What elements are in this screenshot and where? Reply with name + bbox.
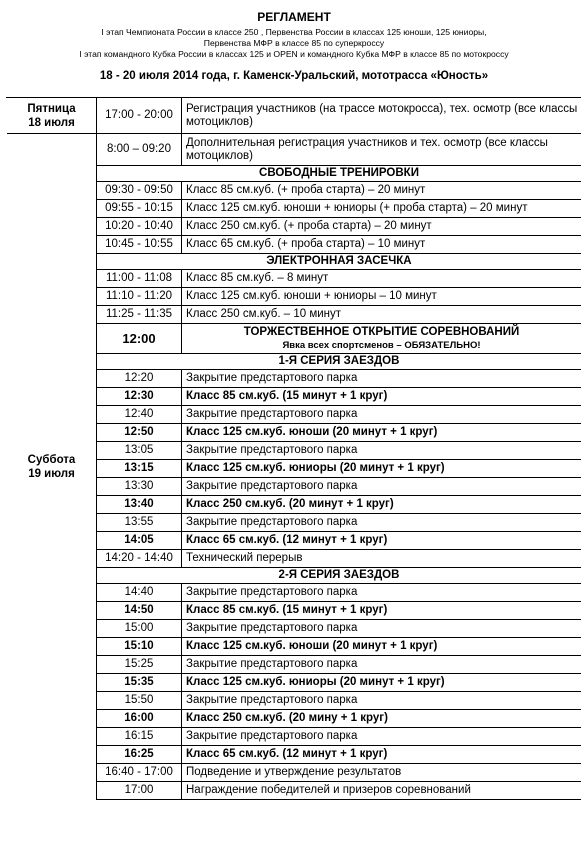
schedule-row — [97, 200, 581, 218]
description-cell: Класс 250 см.куб. – 10 минут — [186, 308, 342, 320]
time-cell: 13:55 — [97, 514, 182, 531]
schedule-row — [97, 288, 581, 306]
schedule-row — [97, 424, 581, 442]
section-title: 1-Я СЕРИЯ ЗАЕЗДОВ — [278, 355, 400, 367]
time-cell: 13:40 — [97, 496, 182, 513]
section-title: 2-Я СЕРИЯ ЗАЕЗДОВ — [278, 569, 400, 581]
event-line-2: Первенства МФР в классе 85 по суперкроссу — [203, 38, 385, 48]
description-cell: Закрытие предстартового парка — [186, 408, 358, 420]
time-cell: 15:25 — [97, 656, 182, 673]
schedule-row — [97, 388, 581, 406]
description-cell: Класс 125 см.куб. юниоры (20 минут + 1 круг) — [186, 676, 445, 688]
description-cell: Закрытие предстартового парка — [186, 586, 358, 598]
description-cell: Класс 125 см.куб. юноши + юниоры – 10 минут — [186, 290, 437, 302]
schedule-row — [97, 134, 581, 166]
description-cell: Закрытие предстартового парка — [186, 480, 358, 492]
time-cell: 16:15 — [97, 728, 182, 745]
section-title: ЭЛЕКТРОННАЯ ЗАСЕЧКА — [266, 255, 412, 267]
description-cell: Закрытие предстартового парка — [186, 694, 358, 706]
schedule-table — [6, 97, 581, 796]
description-cell: Класс 65 см.куб. (+ проба старта) – 10 минут — [186, 238, 426, 250]
time-cell: 14:50 — [97, 602, 182, 619]
description-cell: Награждение победителей и призеров соревнований — [186, 784, 471, 796]
time-cell: 11:10 - 11:20 — [97, 288, 182, 305]
schedule-row — [97, 746, 581, 764]
time-cell: 11:00 - 11:08 — [97, 270, 182, 287]
day-cell-friday: Пятница 18 июля — [7, 98, 96, 134]
schedule-row — [97, 324, 581, 354]
description-cell: Технический перерыв — [186, 552, 303, 564]
schedule-row — [97, 692, 581, 710]
time-cell: 15:00 — [97, 620, 182, 637]
schedule-row — [97, 532, 581, 550]
section-header — [97, 354, 581, 370]
section-header — [97, 254, 581, 270]
time-cell: 16:00 — [97, 710, 182, 727]
description-cell — [182, 324, 581, 353]
document-title: РЕГЛАМЕНТ — [257, 10, 331, 24]
time-cell: 13:30 — [97, 478, 182, 495]
time-cell: 14:05 — [97, 532, 182, 549]
section-header — [97, 166, 581, 182]
time-cell: 15:10 — [97, 638, 182, 655]
schedule-row — [97, 406, 581, 424]
description-cell: Закрытие предстартового парка — [186, 622, 358, 634]
schedule-row — [97, 710, 581, 728]
schedule-row — [97, 442, 581, 460]
time-cell: 8:00 – 09:20 — [97, 134, 182, 165]
time-cell: 12:50 — [97, 424, 182, 441]
description-cell: Класс 65 см.куб. (12 минут + 1 круг) — [186, 534, 388, 546]
schedule-row — [97, 370, 581, 388]
description-cell: Подведение и утверждение результатов — [186, 766, 402, 778]
time-cell: 09:30 - 09:50 — [97, 182, 182, 199]
schedule-row — [97, 496, 581, 514]
time-cell: 12:20 — [97, 370, 182, 387]
time-cell: 14:20 - 14:40 — [97, 550, 182, 567]
description-cell: Класс 85 см.куб. (15 минут + 1 круг) — [186, 390, 388, 402]
schedule-row — [97, 674, 581, 692]
description-cell: Закрытие предстартового парка — [186, 730, 358, 742]
day-cell-saturday: Суббота 19 июля — [27, 454, 76, 480]
time-cell: 17:00 - 20:00 — [97, 98, 182, 133]
description-cell: Класс 250 см.куб. (+ проба старта) – 20 минут — [186, 220, 432, 232]
description-sub: Явка всех спортсменов – ОБЯЗАТЕЛЬНО! — [282, 339, 481, 351]
time-cell: 15:50 — [97, 692, 182, 709]
schedule-row — [97, 236, 581, 254]
time-cell: 09:55 - 10:15 — [97, 200, 182, 217]
time-cell: 10:45 - 10:55 — [97, 236, 182, 253]
schedule-rows — [96, 98, 581, 800]
time-cell: 12:30 — [97, 388, 182, 405]
time-cell: 16:40 - 17:00 — [97, 764, 182, 781]
time-cell: 15:35 — [97, 674, 182, 691]
description-cell: Закрытие предстартового парка — [186, 372, 358, 384]
schedule-row — [97, 550, 581, 568]
schedule-row — [97, 218, 581, 236]
schedule-row — [97, 182, 581, 200]
schedule-row — [97, 638, 581, 656]
time-cell: 17:00 — [97, 782, 182, 799]
schedule-row — [97, 728, 581, 746]
date-location-line: 18 - 20 июля 2014 года, г. Каменск-Уральский, мототрасса «Юность» — [99, 70, 489, 82]
time-cell: 13:15 — [97, 460, 182, 477]
schedule-row — [97, 782, 581, 800]
description-cell: Закрытие предстартового парка — [186, 658, 358, 670]
description-cell: Класс 85 см.куб. (+ проба старта) – 20 минут — [186, 184, 426, 196]
schedule-row — [97, 478, 581, 496]
schedule-row — [97, 306, 581, 324]
time-cell: 12:40 — [97, 406, 182, 423]
description-cell: Класс 125 см.куб. юноши (20 минут + 1 круг) — [186, 640, 438, 652]
schedule-row — [97, 764, 581, 782]
description-cell: Закрытие предстартового парка — [186, 516, 358, 528]
schedule-row — [97, 620, 581, 638]
description-cell: Класс 85 см.куб. (15 минут + 1 круг) — [186, 604, 388, 616]
schedule-row — [97, 514, 581, 532]
time-cell: 10:20 - 10:40 — [97, 218, 182, 235]
event-line-1: I этап Чемпионата России в классе 250 , Первенства России в классах 125 юноши, 125 юниоры, — [101, 27, 487, 37]
schedule-row — [97, 602, 581, 620]
time-cell: 13:05 — [97, 442, 182, 459]
time-cell: 16:25 — [97, 746, 182, 763]
description-cell: Класс 85 см.куб. – 8 минут — [186, 272, 329, 284]
schedule-row — [97, 584, 581, 602]
schedule-row — [97, 460, 581, 478]
description-cell: Класс 125 см.куб. юноши (20 минут + 1 круг) — [186, 426, 438, 438]
description-cell: Класс 250 см.куб. (20 минут + 1 круг) — [186, 498, 394, 510]
time-cell: 12:00 — [97, 324, 182, 353]
description-cell: Дополнительная регистрация участников и тех. осмотр (все классы мотоциклов) — [186, 136, 548, 162]
description-cell: Класс 125 см.куб. юниоры (20 минут + 1 круг) — [186, 462, 445, 474]
description-cell: Класс 125 см.куб. юноши + юниоры (+ проба старта) – 20 минут — [186, 202, 528, 214]
description-cell: Регистрация участников (на трассе мотокросса), тех. осмотр (все классы мотоциклов) — [186, 102, 578, 128]
description-cell: Класс 250 см.куб. (20 мину + 1 круг) — [186, 712, 388, 724]
event-line-3: I этап командного Кубка России в классах 125 и OPEN и командного Кубка МФР в классе 85 по мотокроссу — [79, 49, 509, 59]
section-title: СВОБОДНЫЕ ТРЕНИРОВКИ — [259, 167, 419, 179]
description-cell: Закрытие предстартового парка — [186, 444, 358, 456]
time-cell: 14:40 — [97, 584, 182, 601]
time-cell: 11:25 - 11:35 — [97, 306, 182, 323]
schedule-row — [97, 656, 581, 674]
section-header — [97, 568, 581, 584]
description-main: ТОРЖЕСТВЕННОЕ ОТКРЫТИЕ СОРЕВНОВАНИЙ — [243, 325, 520, 338]
schedule-row — [97, 270, 581, 288]
schedule-row — [97, 98, 581, 134]
description-cell: Класс 65 см.куб. (12 минут + 1 круг) — [186, 748, 388, 760]
